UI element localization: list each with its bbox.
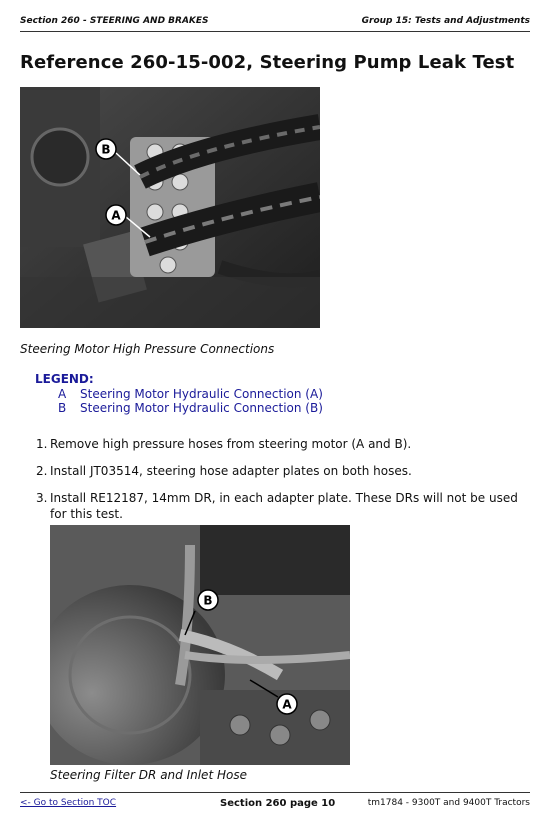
footer-divider	[20, 792, 530, 793]
go-to-toc-link[interactable]: <- Go to Section TOC	[20, 798, 117, 808]
legend-item-a	[58, 387, 323, 401]
step-text: Remove high pressure hoses from steering motor (A and B).	[50, 437, 412, 451]
page-number: Section 260 page 10	[220, 798, 336, 809]
steering-motor-photo	[20, 87, 320, 328]
page-title: Reference 260-15-002, Steering Pump Leak Test	[20, 52, 515, 73]
callout-b	[198, 590, 218, 610]
svg-text:B: B	[203, 593, 213, 608]
page-header	[20, 16, 530, 30]
page-footer	[20, 798, 530, 812]
svg-text:B: B	[101, 142, 111, 157]
legend-key: A	[58, 387, 67, 401]
legend-item-b	[58, 401, 323, 415]
legend-title: LEGEND:	[35, 372, 94, 386]
section-label: Section 260 - STEERING AND BRAKES	[20, 16, 209, 26]
steering-filter-photo	[50, 525, 350, 765]
step-number: 3.	[36, 491, 48, 505]
group-label: Group 15: Tests and Adjustments	[361, 16, 530, 26]
step-number: 2.	[36, 464, 48, 478]
figure1-caption: Steering Motor High Pressure Connections	[20, 342, 275, 356]
step-number: 1.	[36, 437, 48, 451]
callout-a	[277, 694, 297, 714]
document-id: tm1784 - 9300T and 9400T Tractors	[367, 798, 530, 808]
legend-text: Steering Motor Hydraulic Connection (A)	[80, 387, 323, 401]
figure2-caption: Steering Filter DR and Inlet Hose	[50, 768, 247, 782]
legend-text: Steering Motor Hydraulic Connection (B)	[80, 401, 323, 415]
svg-text:A: A	[111, 208, 121, 223]
step-text: Install RE12187, 14mm DR, in each adapter plate. These DRs will not be used for this test.	[50, 491, 518, 521]
header-divider	[20, 31, 530, 32]
legend-key: B	[58, 401, 67, 415]
callout-b	[96, 139, 116, 159]
svg-text:A: A	[282, 697, 292, 712]
step-text: Install JT03514, steering hose adapter plates on both hoses.	[50, 464, 412, 478]
callout-a	[106, 205, 126, 225]
